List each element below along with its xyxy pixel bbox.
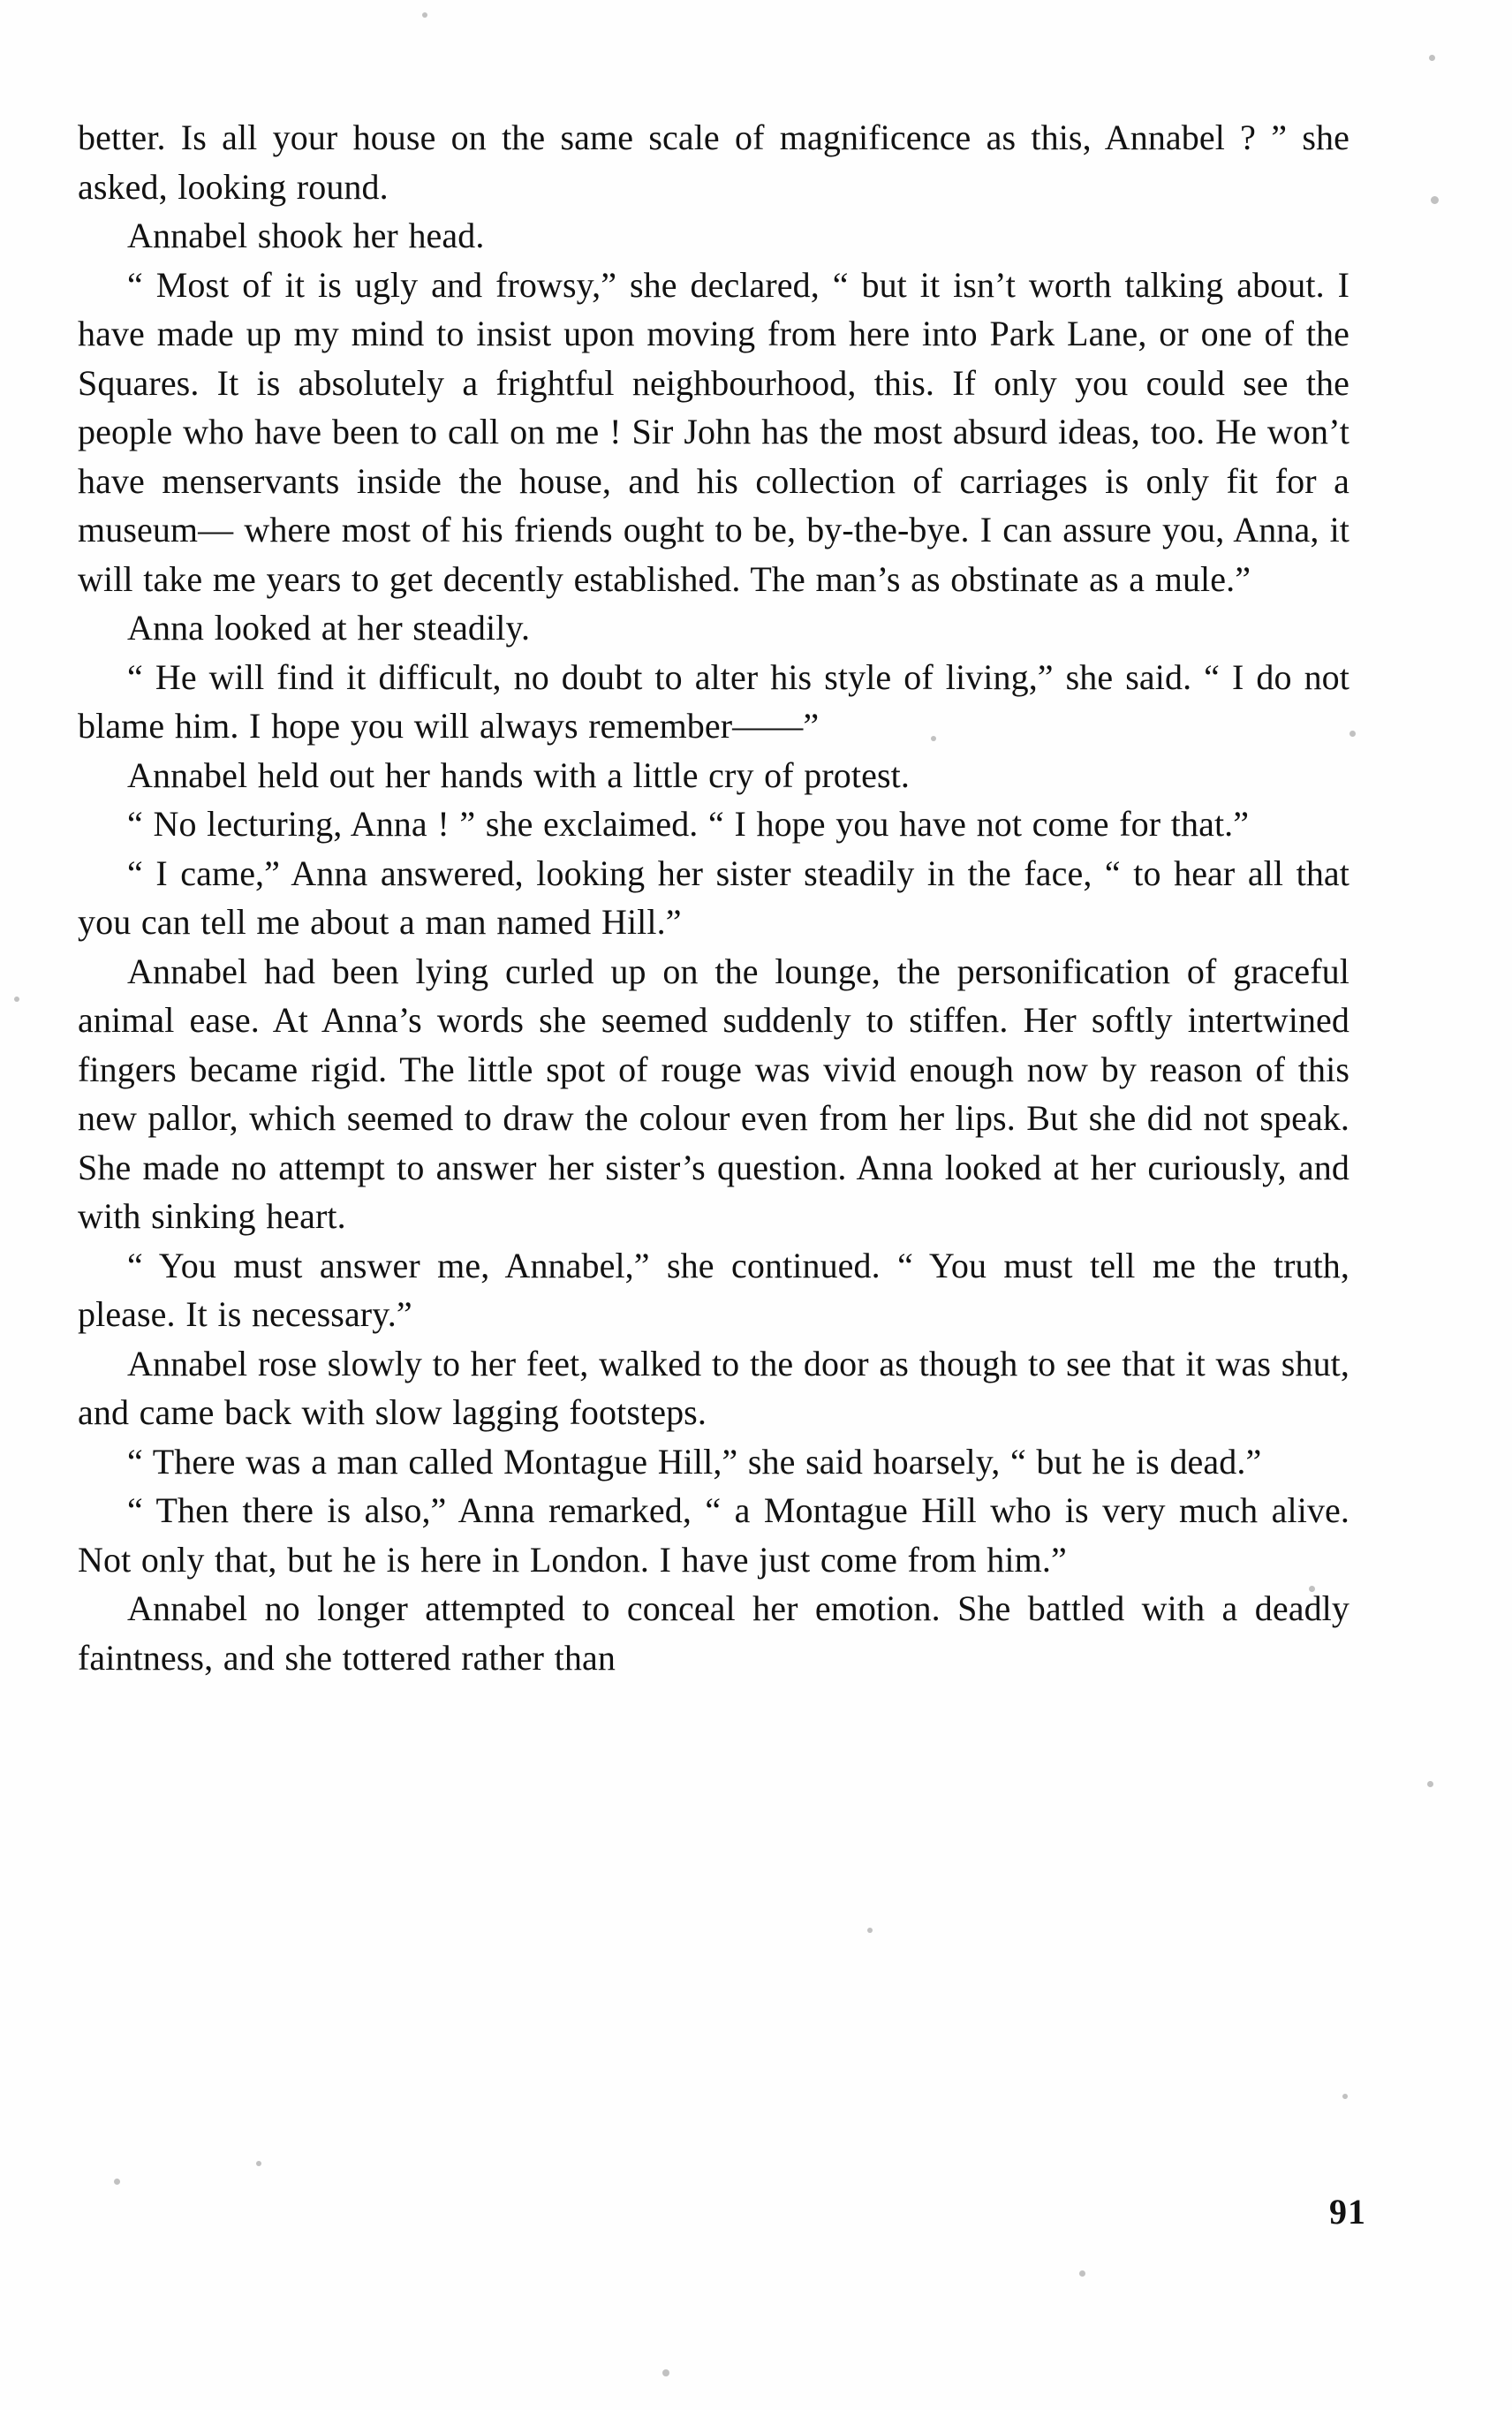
- paragraph: Annabel shook her head.: [127, 216, 485, 255]
- paragraph: “ Most of it is ugly and frowsy,” she declared, “ but it isn’t worth talking about. I have made up my mind to insist upon moving from here into Park Lane, or one of the Squares. It is absolutely a frightful neighbourhood, this. If only you could see the people who have been to call on me ! Sir John has the most absurd ideas, too. He won’t have menservants inside the house, and his collection of carriages is only fit for a museum— where most of his friends ought to be, by-the-bye. I can assure you, Anna, it will take me years to get decently established. The man’s as obstinate as a mule.”: [78, 264, 1349, 599]
- paragraph: “ No lecturing, Anna ! ” she exclaimed. “ I hope you have not come for that.”: [127, 804, 1250, 844]
- print-speck: [1429, 55, 1435, 61]
- paragraph: Annabel had been lying curled up on the lounge, the personification of graceful animal ease. At Anna’s words she seemed suddenly to stiffen. Her softly intertwined fingers became rigid. The little spot of rouge was vivid enough now by reason of this new pallor, which seemed to draw the colour even from her lips. But she did not speak. She made no attempt to answer her sister’s question. Anna looked at her curiously, and with sinking heart.: [78, 951, 1349, 1236]
- paragraph: “ He will find it difficult, no doubt to alter his style of living,” she said. “ I do not blame him. I hope you will always remember——”: [78, 656, 1349, 746]
- print-speck: [1349, 731, 1356, 737]
- paragraph: Annabel rose slowly to her feet, walked to the door as though to see that it was shut, and came back with slow lagging footsteps.: [78, 1343, 1349, 1432]
- paragraph: Anna looked at her steadily.: [127, 608, 531, 648]
- print-speck: [1427, 1781, 1433, 1787]
- page-number: 91: [1329, 2192, 1366, 2232]
- print-speck: [422, 12, 427, 18]
- print-speck: [14, 997, 19, 1002]
- paragraph: “ There was a man called Montague Hill,” she said hoarsely, “ but he is dead.”: [127, 1441, 1262, 1482]
- print-speck: [256, 2161, 261, 2166]
- print-speck: [1342, 2094, 1348, 2099]
- paragraph: Annabel no longer attempted to conceal her emotion. She battled with a deadly faintness, and she tottered rather than: [78, 1588, 1349, 1678]
- paragraph: “ I came,” Anna answered, looking her sister steadily in the face, “ to hear all that you can tell me about a man named Hill.”: [78, 853, 1349, 942]
- print-speck: [1079, 2270, 1085, 2277]
- print-speck: [114, 2179, 120, 2185]
- paragraph: “ You must answer me, Annabel,” she continued. “ You must tell me the truth, please. It is necessary.”: [78, 1245, 1349, 1334]
- page-body-text: [78, 113, 1349, 1682]
- print-speck: [1431, 196, 1439, 204]
- print-speck: [662, 2369, 669, 2376]
- paragraph: Annabel held out her hands with a little cry of protest.: [127, 754, 910, 795]
- paragraph: “ Then there is also,” Anna remarked, “ a Montague Hill who is very much alive. Not only that, but he is here in London. I have just come from him.”: [78, 1490, 1349, 1580]
- paragraph: better. Is all your house on the same scale of magnificence as this, Annabel ? ” she asked, looking round.: [78, 117, 1349, 207]
- print-speck: [867, 1928, 873, 1933]
